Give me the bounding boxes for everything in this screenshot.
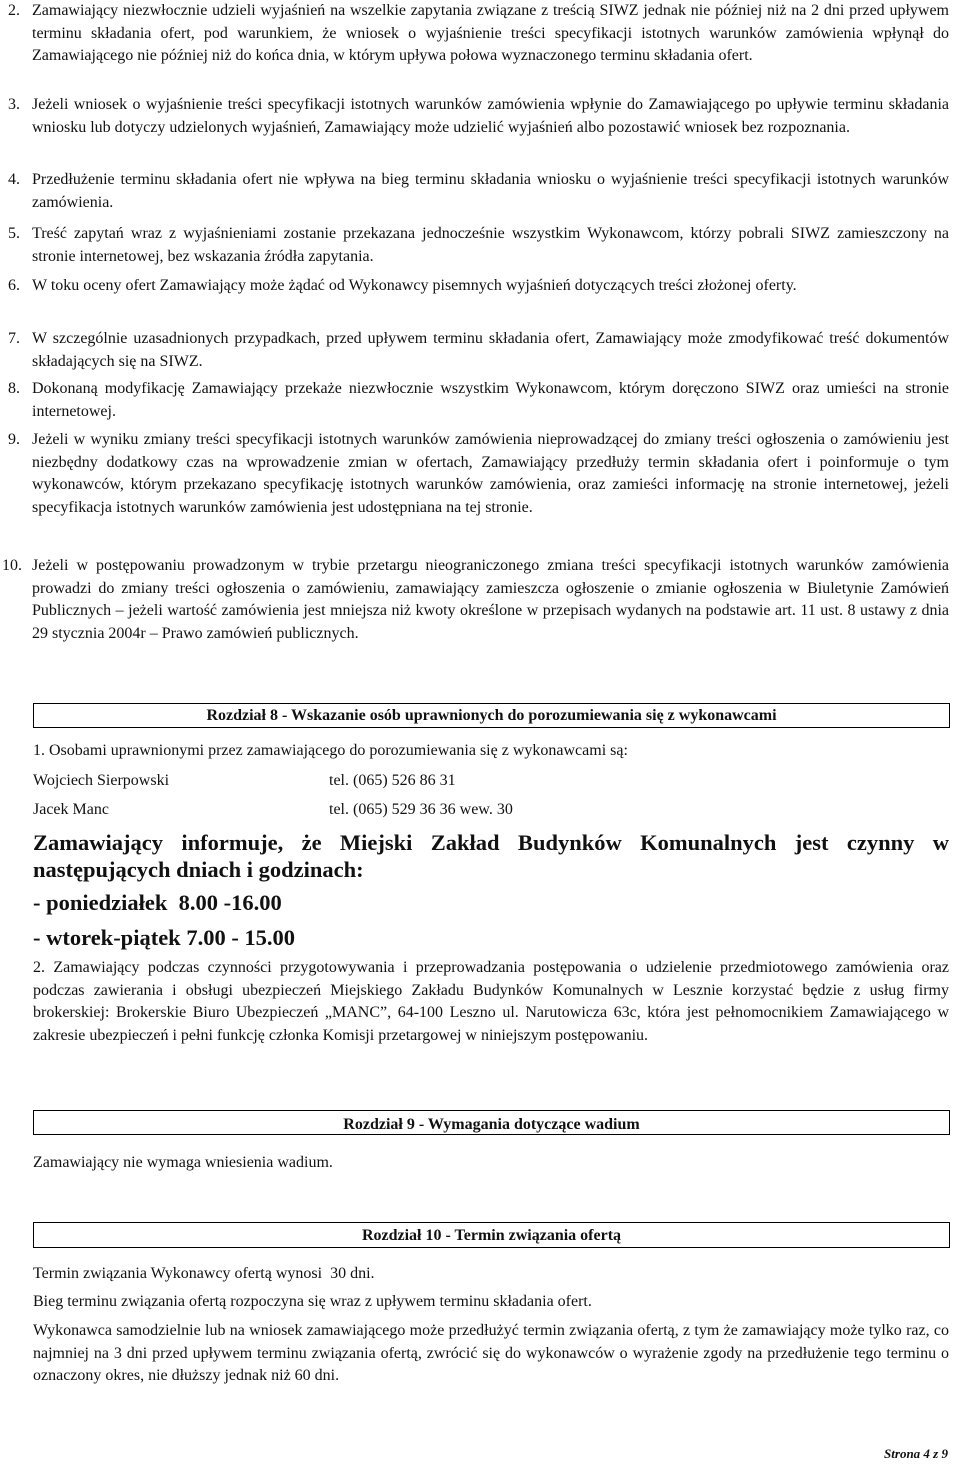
list-item-text: Przedłużenie terminu składania ofert nie wpływa na bieg terminu składania wniosku o wyjaśnienie treści specyfikacji istotnych warunków zamówienia. <box>32 171 949 211</box>
section-9-text: Zamawiający nie wymaga wniesienia wadium. <box>33 1154 333 1171</box>
contact-phone: tel. (065) 526 86 31 <box>329 772 456 789</box>
office-hours-notice: Zamawiający informuje, że Miejski Zakład Budynków Komunalnych jest czynny w następujących dniach i godzinach: <box>33 830 949 882</box>
list-item-number: 3. <box>8 96 20 113</box>
section-10-title: Rozdział 10 - Termin związania ofertą <box>361 1227 622 1244</box>
section-8-heading-box <box>33 703 950 728</box>
list-item-text: Zamawiający niezwłocznie udzieli wyjaśnień na wszelkie zapytania związane z treścią SIWZ jednak nie później niż na 2 dni przed upływem terminu składania ofert, pod warunkiem, że wniosek o wyjaśnienie treści specyfikacji istotnych warunków zamówienia wpłynął do Zamawiającego nie później niż do końca dnia, w którym upływa połowa wyznaczonego terminu składania ofert. <box>32 2 949 64</box>
list-item-text: Treść zapytań wraz z wyjaśnieniami zostanie przekazana jednocześnie wszystkim Wykonawcom, którzy pobrali SIWZ zamieszczony na stronie internetowej, bez wskazania źródła zapytania. <box>32 225 949 265</box>
list-item-number: 4. <box>8 171 20 188</box>
section-9-heading-box <box>33 1110 950 1135</box>
list-item-text: Jeżeli w wyniku zmiany treści specyfikacji istotnych warunków zamówienia nieprowadzącej do zmiany treści ogłoszenia o zamówieniu jest niezbędny dodatkowy czas na wprowadzenie zmian w ofertach, Zamawiający przedłuży termin składania ofert i poinformuje o tym wykonawców, którym przekazano specyfikację istotnych warunków zamówienia, oraz zamieści informację na stronie internetowej, jeżeli specyfikacja istotnych warunków zamówienia jest udostępniana na tej stronie. <box>32 431 949 516</box>
list-item-text: W szczególnie uzasadnionych przypadkach, przed upływem terminu składania ofert, Zamawiający może zmodyfikować treść dokumentów składających się na SIWZ. <box>32 330 949 370</box>
section-10-heading-box <box>33 1222 950 1248</box>
section-10-line: Bieg terminu związania ofertą rozpoczyna się wraz z upływem terminu składania ofert. <box>33 1293 592 1310</box>
page-number: Strona 4 z 9 <box>884 1446 948 1461</box>
contact-name: Wojciech Sierpowski <box>33 772 170 789</box>
list-item-text: Jeżeli w postępowaniu prowadzonym w trybie przetargu nieograniczonego zmiana treści specyfikacji istotnych warunków zamówienia prowadzi do zmiany treści ogłoszenia o zamówieniu, zamawiający zamieszcza ogłoszenie o zmianie ogłoszenia w Biuletynie Zamówień Publicznych – jeżeli wartość zamówienia jest mniejsza niż kwoty określone w przepisach wydanych na podstawie art. 11 ust. 8 ustawy z dnia 29 stycznia 2004r – Prawo zamówień publicznych. <box>32 557 949 642</box>
list-item-number: 2. <box>8 2 20 19</box>
section-8-intro: 1. Osobami uprawnionymi przez zamawiającego do porozumiewania się z wykonawcami są: <box>33 742 628 759</box>
office-hours-tuesday-friday: - wtorek-piątek 7.00 - 15.00 <box>33 925 296 950</box>
list-item-text: Jeżeli wniosek o wyjaśnienie treści specyfikacji istotnych warunków zamówienia wpłynie do Zamawiającego po upływie terminu składania wniosku lub dotyczy udzielonych wyjaśnień, Zamawiający może udzielić wyjaśnień albo pozostawić wniosek bez rozpoznania. <box>32 96 949 136</box>
section-8-point-2: 2. Zamawiający podczas czynności przygotowywania i przeprowadzania postępowania o udzielenie przedmiotowego zamówienia oraz podczas zawierania i obsługi ubezpieczeń Miejskiego Zakładu Budynków Komunalnych w Lesznie korzystać będzie z usług firmy brokerskiej: Brokerskie Biuro Ubezpieczeń „MANC”, 64-100 Leszno ul. Narutowicza 63c, która jest pełnomocnikiem Zamawiającego w zakresie ubezpieczeń i pełni funkcję członka Komisji przetargowej w niniejszym postępowaniu. <box>33 959 949 1044</box>
list-item-number: 5. <box>8 225 20 242</box>
list-item-number: 10. <box>2 557 22 574</box>
contact-name: Jacek Manc <box>33 801 109 818</box>
list-item-number: 6. <box>8 277 20 294</box>
section-9-title: Rozdział 9 - Wymagania dotyczące wadium <box>343 1116 640 1133</box>
list-item-text: W toku oceny ofert Zamawiający może żądać od Wykonawcy pisemnych wyjaśnień dotyczących treści złożonej oferty. <box>32 277 797 294</box>
section-8-title: Rozdział 8 - Wskazanie osób uprawnionych do porozumiewania się z wykonawcami <box>206 707 777 724</box>
list-item-number: 8. <box>8 380 20 397</box>
contact-phone: tel. (065) 529 36 36 wew. 30 <box>329 801 513 818</box>
list-item-text: Dokonaną modyfikację Zamawiający przekaże niezwłocznie wszystkim Wykonawcom, którym doręczono SIWZ oraz umieści na stronie internetowej. <box>32 380 949 420</box>
section-10-line: Termin związania Wykonawcy ofertą wynosi 30 dni. <box>33 1265 375 1282</box>
section-10-paragraph: Wykonawca samodzielnie lub na wniosek zamawiającego może przedłużyć termin związania ofertą, z tym że zamawiający może tylko raz, co najmniej na 3 dni przed upływem terminu związania ofertą, zwrócić się do wykonawców o wyrażenie zgody na przedłużenie tego terminu o oznaczony okres, nie dłuższy jednak niż 60 dni. <box>33 1322 949 1384</box>
list-item-number: 9. <box>8 431 20 448</box>
list-item-number: 7. <box>8 330 20 347</box>
office-hours-monday: - poniedziałek 8.00 -16.00 <box>33 890 282 915</box>
